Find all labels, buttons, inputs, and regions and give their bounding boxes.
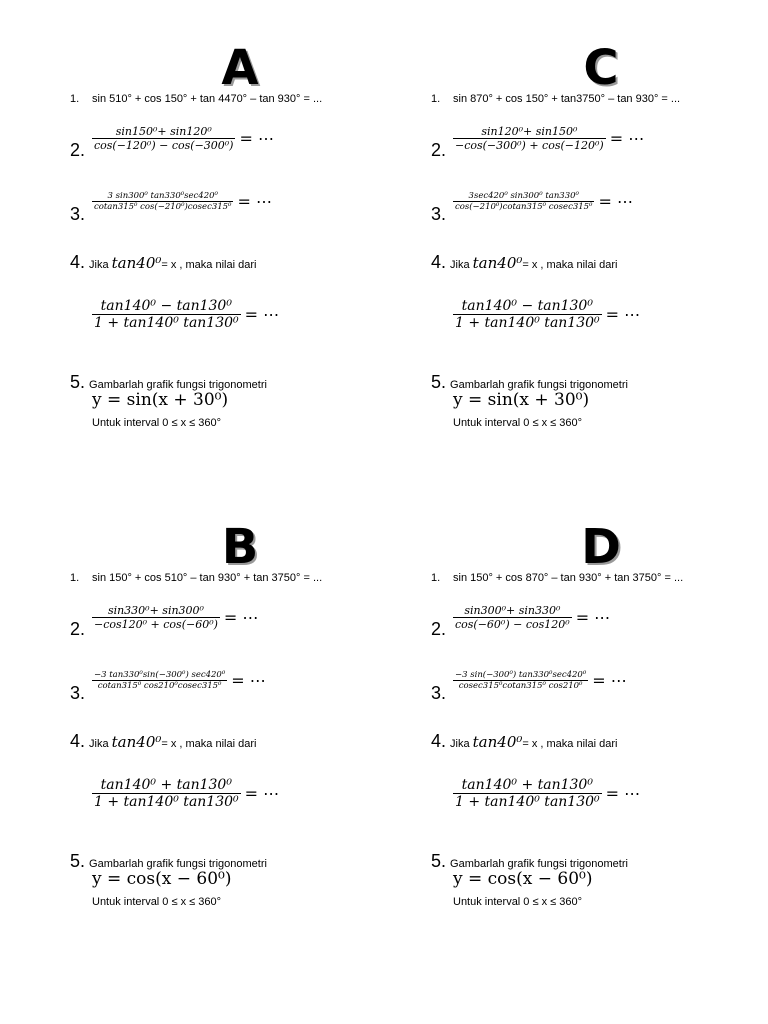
card-title: A — [221, 40, 259, 96]
question-5-interval: Untuk interval 0 ≤ x ≤ 360° — [92, 417, 221, 429]
question-2-number: 2. — [70, 140, 86, 160]
question-5-text: Gambarlah grafik fungsi trigonometri — [450, 379, 628, 391]
question-1-number: 1. — [70, 93, 80, 105]
question-4-given: tan40⁰ — [111, 254, 162, 272]
question-4-jika: Jika — [89, 738, 109, 750]
question-5-interval: Untuk interval 0 ≤ x ≤ 360° — [453, 417, 582, 429]
question-5-interval: Untuk interval 0 ≤ x ≤ 360° — [92, 896, 221, 908]
question-4-given: tan40⁰ — [111, 733, 162, 751]
question-5-number: 5. — [70, 372, 86, 392]
question-1-number: 1. — [431, 572, 441, 584]
question-1-text: sin 150° + cos 870° – tan 930° + tan 3750° = ... — [453, 572, 684, 584]
question-4-number: 4. — [431, 731, 447, 751]
numerator: sin330⁰+ sin300⁰ — [92, 604, 220, 618]
question-2-number: 2. — [431, 619, 447, 639]
fraction — [453, 125, 606, 152]
denominator: cotan315⁰ cos210⁰cosec315⁰ — [97, 681, 222, 691]
equals-ellipsis: = ⋯ — [239, 129, 274, 148]
question-5-function: y = sin(x + 30⁰) — [92, 390, 229, 410]
question-3-number: 3. — [70, 683, 86, 703]
equals-ellipsis: = ⋯ — [237, 192, 272, 211]
question-4-jika: Jika — [450, 259, 470, 271]
fraction — [453, 191, 594, 212]
card-d — [431, 519, 768, 959]
numerator: −3 tan330⁰sin(−300⁰) sec420⁰ — [94, 670, 226, 680]
question-4-intro — [431, 252, 617, 273]
question-4-intro-rest: = x , maka nilai dari — [161, 259, 257, 271]
question-1-number: 1. — [431, 93, 441, 105]
denominator: 1 + tan140⁰ tan130⁰ — [455, 794, 600, 810]
denominator: cos(−120⁰) − cos(−300⁰) — [94, 139, 234, 152]
question-3-expression — [453, 191, 633, 212]
fraction — [92, 298, 241, 331]
numerator: −3 sin(−300⁰) tan330⁰sec420⁰ — [455, 670, 587, 680]
card-title: C — [583, 40, 619, 96]
card-a — [70, 40, 410, 480]
fraction — [453, 604, 572, 631]
question-1 — [70, 93, 322, 105]
question-5-function: y = sin(x + 30⁰) — [453, 390, 590, 410]
question-5-text: Gambarlah grafik fungsi trigonometri — [450, 858, 628, 870]
denominator: cotan315⁰ cos(−210⁰)cosec315⁰ — [94, 202, 232, 212]
card-title: D — [581, 519, 621, 575]
equals-ellipsis: = ⋯ — [592, 671, 627, 690]
denominator: 1 + tan140⁰ tan130⁰ — [455, 315, 600, 331]
fraction — [92, 125, 235, 152]
question-4-intro — [70, 252, 256, 273]
question-4-jika: Jika — [89, 259, 109, 271]
question-4-expression — [453, 777, 640, 810]
fraction — [92, 777, 241, 810]
fraction — [453, 298, 602, 331]
question-4-intro-rest: = x , maka nilai dari — [522, 259, 618, 271]
equals-ellipsis: = ⋯ — [223, 608, 259, 627]
equals-ellipsis: = ⋯ — [244, 784, 280, 803]
question-4-expression — [92, 298, 279, 331]
question-4-intro — [70, 731, 256, 752]
numerator: tan140⁰ − tan130⁰ — [92, 298, 241, 315]
equals-ellipsis: = ⋯ — [605, 305, 641, 324]
numerator: sin150⁰+ sin120⁰ — [92, 125, 235, 139]
question-5-number: 5. — [431, 851, 447, 871]
question-2-expression — [453, 604, 610, 631]
question-5-number: 5. — [70, 851, 86, 871]
question-3-number: 3. — [431, 204, 447, 224]
card-b — [70, 519, 410, 959]
question-2-expression — [453, 125, 644, 152]
equals-ellipsis: = ⋯ — [605, 784, 641, 803]
card-c — [431, 40, 768, 480]
question-5-number: 5. — [431, 372, 447, 392]
question-1-text: sin 150° + cos 510° – tan 930° + tan 3750° = ... — [92, 572, 323, 584]
question-5-function: y = cos(x − 60⁰) — [453, 869, 593, 889]
question-2-expression — [92, 125, 274, 152]
card-title: B — [221, 519, 259, 575]
question-1 — [431, 572, 683, 584]
equals-ellipsis: = ⋯ — [609, 129, 645, 148]
question-4-number: 4. — [70, 731, 86, 751]
equals-ellipsis: = ⋯ — [598, 192, 633, 211]
denominator: −cos120⁰ + cos(−60⁰) — [94, 618, 218, 631]
question-5-interval: Untuk interval 0 ≤ x ≤ 360° — [453, 896, 582, 908]
question-1 — [70, 572, 322, 584]
equals-ellipsis: = ⋯ — [244, 305, 280, 324]
question-4-given: tan40⁰ — [472, 733, 523, 751]
question-4-given: tan40⁰ — [472, 254, 523, 272]
denominator: cos(−60⁰) − cos120⁰ — [455, 618, 570, 631]
question-5-text: Gambarlah grafik fungsi trigonometri — [89, 858, 267, 870]
denominator: −cos(−300⁰) + cos(−120⁰) — [455, 139, 604, 152]
numerator: tan140⁰ + tan130⁰ — [92, 777, 241, 794]
fraction — [453, 777, 602, 810]
question-4-expression — [92, 777, 279, 810]
question-1-number: 1. — [70, 572, 80, 584]
fraction — [92, 670, 227, 691]
question-4-number: 4. — [431, 252, 447, 272]
question-4-intro — [431, 731, 617, 752]
question-4-jika: Jika — [450, 738, 470, 750]
question-1-text: sin 510° + cos 150° + tan 4470° – tan 930° = ... — [92, 93, 323, 105]
fraction — [92, 191, 233, 212]
fraction — [453, 670, 588, 691]
numerator: tan140⁰ − tan130⁰ — [453, 298, 602, 315]
numerator: 3 sin300⁰ tan330⁰sec420⁰ — [92, 191, 233, 202]
numerator: tan140⁰ + tan130⁰ — [453, 777, 602, 794]
question-3-number: 3. — [431, 683, 447, 703]
question-5-function: y = cos(x − 60⁰) — [92, 869, 232, 889]
question-4-intro-rest: = x , maka nilai dari — [522, 738, 618, 750]
question-1-text: sin 870° + cos 150° + tan3750° – tan 930° = ... — [453, 93, 681, 105]
question-5-text: Gambarlah grafik fungsi trigonometri — [89, 379, 267, 391]
question-2-number: 2. — [431, 140, 447, 160]
equals-ellipsis: = ⋯ — [231, 671, 266, 690]
question-3-expression — [92, 670, 266, 691]
question-3-number: 3. — [70, 204, 86, 224]
denominator: 1 + tan140⁰ tan130⁰ — [94, 315, 239, 331]
fraction — [92, 604, 220, 631]
question-4-intro-rest: = x , maka nilai dari — [161, 738, 257, 750]
question-2-number: 2. — [70, 619, 86, 639]
question-3-expression — [453, 670, 627, 691]
question-4-expression — [453, 298, 640, 331]
denominator: cosec315⁰cotan315⁰ cos210⁰ — [458, 681, 583, 691]
denominator: 1 + tan140⁰ tan130⁰ — [94, 794, 239, 810]
numerator: sin300⁰+ sin330⁰ — [453, 604, 572, 618]
question-2-expression — [92, 604, 258, 631]
question-4-number: 4. — [70, 252, 86, 272]
equals-ellipsis: = ⋯ — [575, 608, 611, 627]
denominator: cos(−210⁰)cotan315⁰ cosec315⁰ — [455, 202, 593, 212]
numerator: sin120⁰+ sin150⁰ — [453, 125, 606, 139]
question-3-expression — [92, 191, 272, 212]
question-1 — [431, 93, 680, 105]
numerator: 3sec420⁰ sin300⁰ tan330⁰ — [453, 191, 594, 202]
